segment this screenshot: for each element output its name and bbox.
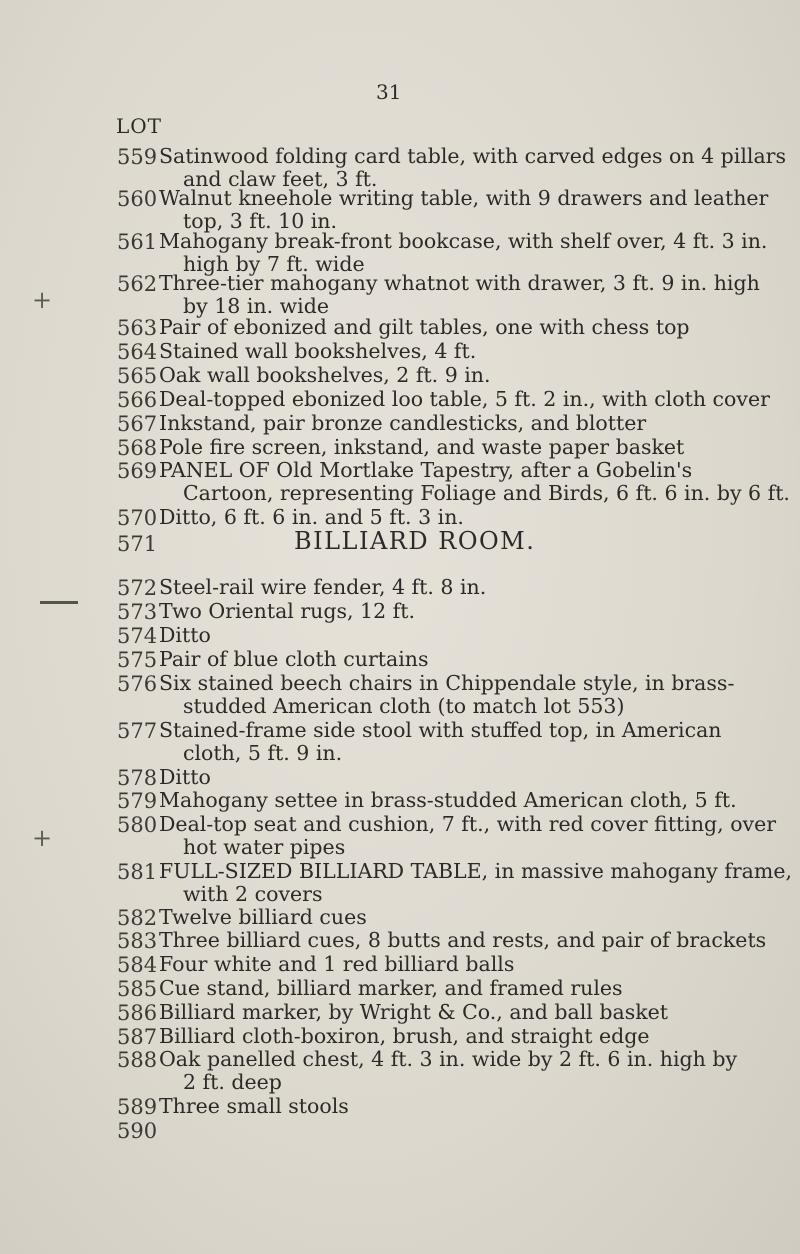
lot-description-line: Satinwood folding card table, with carved edges on 4 pillars	[159, 144, 787, 168]
lot-number: 582	[117, 906, 158, 930]
lot-description-line: Pair of blue cloth curtains	[159, 647, 429, 671]
lot-number: 574	[117, 624, 158, 648]
lot-description	[159, 1001, 789, 1024]
lot-number: 580	[117, 813, 158, 837]
lot-description-continuation: hot water pipes	[183, 835, 346, 859]
lot-number: 566	[117, 388, 158, 412]
lot-description	[159, 789, 789, 812]
lot-number: 589	[117, 1095, 158, 1119]
lot-description	[159, 340, 789, 363]
lot-description-continuation: cloth, 5 ft. 9 in.	[183, 741, 343, 765]
lot-description-line: Two Oriental rugs, 12 ft.	[159, 599, 415, 623]
lot-description	[159, 316, 789, 339]
lot-number: 562	[117, 272, 158, 296]
lot-description	[159, 459, 789, 505]
lot-description	[159, 1095, 789, 1118]
lot-description	[159, 906, 789, 929]
lot-description-line: FULL-SIZED BILLIARD TABLE, in massive mahogany frame,	[159, 859, 792, 883]
lot-description-line: Ditto	[159, 765, 211, 789]
lot-number: 572	[117, 576, 158, 600]
page-number: 31	[376, 80, 402, 104]
lot-number: 585	[117, 977, 158, 1001]
lot-description-line: Inkstand, pair bronze candlesticks, and blotter	[159, 411, 647, 435]
cross-mark-icon: +	[32, 824, 53, 852]
lot-description-continuation: top, 3 ft. 10 in.	[183, 209, 338, 233]
lot-description	[159, 412, 789, 435]
lot-description	[159, 145, 789, 191]
lot-description-line: Six stained beech chairs in Chippendale style, in brass-	[159, 671, 735, 695]
lot-description	[159, 672, 789, 718]
lot-number: 586	[117, 1001, 158, 1025]
lot-description	[159, 600, 789, 623]
cross-mark-icon: +	[32, 286, 53, 314]
lot-description-continuation: Cartoon, representing Foliage and Birds, 6 ft. 6 in. by 6 ft.	[183, 481, 790, 505]
lot-number: 568	[117, 436, 158, 460]
lot-description	[159, 187, 789, 233]
lot-number: 561	[117, 230, 158, 254]
lot-description	[159, 388, 789, 411]
lot-number: 579	[117, 789, 158, 813]
lot-description-continuation: studded American cloth (to match lot 553)	[183, 694, 625, 718]
lot-description	[159, 813, 789, 859]
lot-description-continuation: high by 7 ft. wide	[183, 252, 365, 276]
lot-description-line: Twelve billiard cues	[159, 905, 367, 929]
lot-number: 577	[117, 719, 158, 743]
lot-description-line: Three billiard cues, 8 butts and rests, and pair of brackets	[159, 928, 767, 952]
lot-description	[159, 719, 789, 765]
margin-dash-mark	[40, 601, 78, 604]
lot-description-line: Deal-top seat and cushion, 7 ft., with red cover fitting, over	[159, 812, 777, 836]
lot-number: 564	[117, 340, 158, 364]
lot-description-line: Pole fire screen, inkstand, and waste paper basket	[159, 435, 685, 459]
lot-description	[159, 230, 789, 276]
lot-number: 570	[117, 506, 158, 530]
lot-description	[159, 977, 789, 1000]
lot-number: 583	[117, 929, 158, 953]
lot-description	[159, 364, 789, 387]
lot-description	[159, 436, 789, 459]
lot-number: 563	[117, 316, 158, 340]
lot-number: 560	[117, 187, 158, 211]
lot-description	[159, 506, 789, 529]
lot-description	[159, 1025, 789, 1048]
lot-description	[159, 953, 789, 976]
lot-description-line: PANEL OF Old Mortlake Tapestry, after a Gobelin's	[159, 458, 693, 482]
lot-description-line: Ditto	[159, 623, 211, 647]
lot-number: 578	[117, 766, 158, 790]
lot-description-line: Oak wall bookshelves, 2 ft. 9 in.	[159, 363, 491, 387]
lot-number: 567	[117, 412, 158, 436]
lot-number: 565	[117, 364, 158, 388]
lot-description-continuation: 2 ft. deep	[183, 1070, 282, 1094]
lot-number: 588	[117, 1048, 158, 1072]
lot-description-line: Stained-frame side stool with stuffed top, in American	[159, 718, 722, 742]
lot-description-line: Three-tier mahogany whatnot with drawer, 3 ft. 9 in. high	[159, 271, 760, 295]
lot-description-line: Mahogany break-front bookcase, with shelf over, 4 ft. 3 in.	[159, 229, 768, 253]
lot-description-line: Deal-topped ebonized loo table, 5 ft. 2 in., with cloth cover	[159, 387, 770, 411]
lot-description	[159, 1048, 789, 1094]
lot-description	[159, 929, 789, 952]
lot-description-line: Three small stools	[159, 1094, 349, 1118]
lot-description-line: Pair of ebonized and gilt tables, one with chess top	[159, 315, 690, 339]
section-heading-billiard-room: BILLIARD ROOM.	[294, 527, 536, 555]
lot-description-line: Oak panelled chest, 4 ft. 3 in. wide by 2 ft. 6 in. high by	[159, 1047, 738, 1071]
lot-number: 587	[117, 1025, 158, 1049]
lot-description-line: Ditto, 6 ft. 6 in. and 5 ft. 3 in.	[159, 505, 464, 529]
lot-number: 559	[117, 145, 158, 169]
lot-number: 581	[117, 860, 158, 884]
lot-description	[159, 648, 789, 671]
lot-description	[159, 576, 789, 599]
lot-description	[159, 859, 792, 906]
lot-number: 576	[117, 672, 158, 696]
lot-number: 590	[117, 1119, 158, 1143]
lot-column-header: LOT	[116, 114, 163, 138]
lot-description-continuation: with 2 covers	[183, 882, 323, 906]
lot-description-line: Stained wall bookshelves, 4 ft.	[159, 339, 477, 363]
lot-description-line: Billiard marker, by Wright & Co., and ball basket	[159, 1000, 669, 1024]
lot-description	[159, 766, 789, 789]
lot-description-line: Cue stand, billiard marker, and framed rules	[159, 976, 623, 1000]
lot-number: 584	[117, 953, 158, 977]
lot-number: 575	[117, 648, 158, 672]
lot-description-line: Steel-rail wire fender, 4 ft. 8 in.	[159, 575, 487, 599]
lot-description-continuation: and claw feet, 3 ft.	[183, 167, 378, 191]
lot-description-line: Mahogany settee in brass-studded American cloth, 5 ft.	[159, 788, 737, 812]
lot-number: 569	[117, 459, 158, 483]
lot-description	[159, 272, 789, 318]
lot-number: 571	[117, 532, 158, 556]
lot-description	[159, 624, 789, 647]
lot-description-line: Four white and 1 red billiard balls	[159, 952, 515, 976]
lot-description-line: Walnut kneehole writing table, with 9 drawers and leather	[159, 186, 769, 210]
lot-description-continuation: by 18 in. wide	[183, 294, 329, 318]
lot-description-line: Billiard cloth-boxiron, brush, and straight edge	[159, 1024, 650, 1048]
lot-number: 573	[117, 600, 158, 624]
